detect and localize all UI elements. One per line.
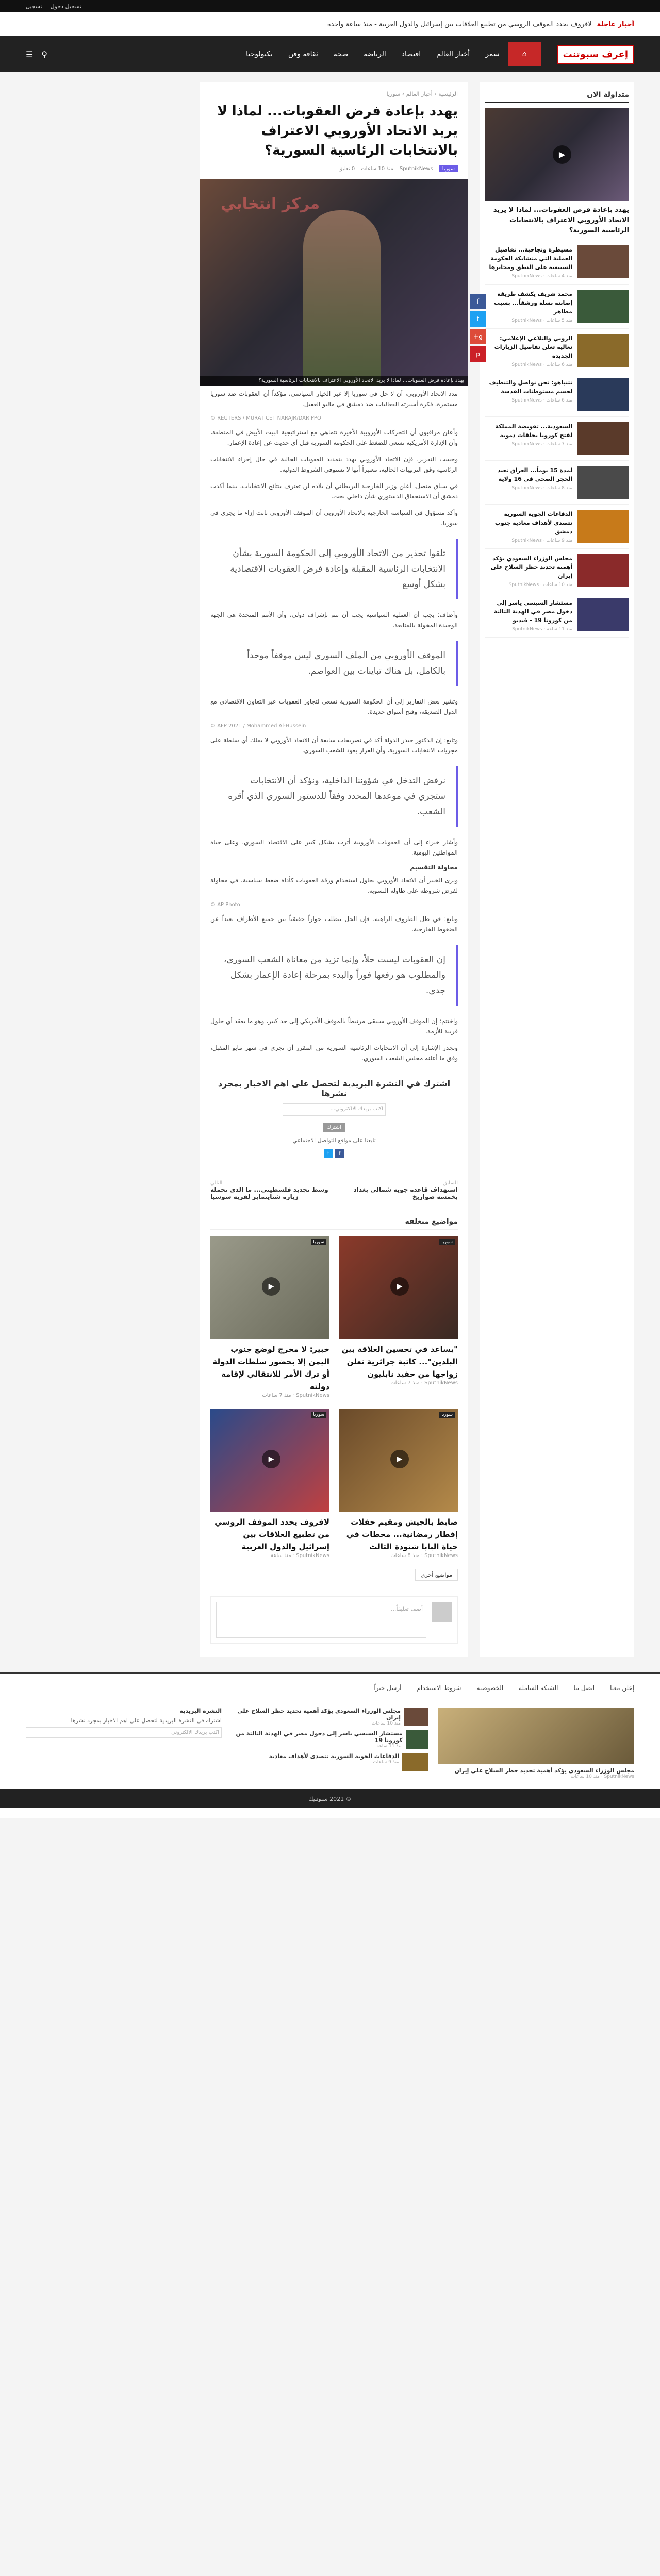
related-item[interactable] xyxy=(210,1409,329,1559)
sidebar-item-title: نتنياهو: نحن نواصل والتنظيف لحسم مستوطنات القدسة xyxy=(489,379,572,395)
play-icon: ▶ xyxy=(390,1277,409,1296)
related-meta: SputnikNews · منذ ساعة xyxy=(271,1553,329,1559)
facebook-icon[interactable]: f xyxy=(335,1149,344,1158)
footer-newsletter xyxy=(26,1708,222,1779)
sidebar-item-title: السعودية... تفويضة المملكة لفتح كورونا بحلقات دموية xyxy=(495,423,572,439)
prev-title: استهداف قاعدة جوية شمالي بغداد بخمسة صواريخ xyxy=(353,1186,458,1200)
sidebar-item-title: محمد شريف يكشف طريقة إصابته بسلة ورشقاً... بسبب مطاهر xyxy=(494,291,572,315)
twitter-icon[interactable]: t xyxy=(324,1149,333,1158)
pinterest-icon[interactable]: p xyxy=(470,346,486,362)
paragraph: وأعلن مراقبون أن التحركات الأوروبية الأخيرة تتماهى مع استراتيجية البيت الأبيض في المنطقة، وأن الإدارة الأمريكية تسعى للضغط على الحكومة السورية قبل أي حديث عن إعادة الإعمار. xyxy=(210,429,458,446)
related-item[interactable] xyxy=(339,1236,458,1398)
sidebar-featured-image[interactable] xyxy=(485,108,629,201)
related-image xyxy=(210,1409,329,1512)
paragraph: وتابع: في ظل الظروف الراهنة، فإن الحل يتطلب حواراً حقيقياً بين جميع الأطراف بعيداً عن الضغوط الخارجية. xyxy=(210,915,458,933)
newsletter-box xyxy=(210,1079,458,1158)
related-item[interactable] xyxy=(339,1409,458,1559)
play-icon: ▶ xyxy=(262,1277,280,1296)
sidebar-item-title: لمدة 15 يوماً... العراق تعيد الحجر الصحي في 16 ولاية xyxy=(497,467,572,482)
related-item[interactable] xyxy=(210,1236,329,1398)
paragraph: وحسب التقرير، فإن الاتحاد الأوروبي يهدد بتمديد العقوبات الحالية في حال إجراء الانتخابات الرئاسية وفق الترتيبات الحالية، معتبراً أنها لا تستوفي الشروط الدولية. xyxy=(210,456,458,473)
sidebar xyxy=(480,82,634,1657)
comment-count[interactable]: 0 تعليق xyxy=(338,166,355,172)
top-bar xyxy=(0,0,660,12)
footer-item-meta: منذ 9 ساعات xyxy=(373,1760,399,1765)
footer-featured-meta: SputnikNews · منذ 10 ساعات xyxy=(570,1774,634,1779)
paragraph: مدد الاتحاد الأوروبي، أن لا حل في سوريا إلا عبر الخيار السياسي، مؤكداً أن العقوبات ضد سوريا مستمرة. فكرة أسيرته الفعاليات ضد دمشق في ماليو العقيل. xyxy=(210,390,458,408)
sidebar-item-meta: منذ 9 ساعات · SputnikNews xyxy=(512,538,572,543)
sidebar-thumb xyxy=(578,554,629,587)
search-icon[interactable]: ⚲ xyxy=(41,49,48,59)
footer-featured[interactable] xyxy=(438,1708,634,1779)
sidebar-item-meta: منذ 6 ساعات · SputnikNews xyxy=(512,362,572,367)
footer-thumb xyxy=(404,1708,428,1726)
sidebar-item-meta: منذ 7 ساعات · SputnikNews xyxy=(512,442,572,447)
footer-item-meta: منذ 10 ساعات xyxy=(371,1721,401,1726)
sidebar-item[interactable] xyxy=(485,549,629,593)
footer-thumb xyxy=(402,1753,428,1771)
related-heading: مواضيع متعلقة xyxy=(210,1217,458,1230)
hero-sign-text: مركز انتخابي xyxy=(221,195,320,213)
image-credit: REUTERS / MURAT CET NARAJR/DARIPPO © xyxy=(210,415,321,421)
blockquote: الموقف الأوروبي من الملف السوري ليس موقفاً موحداً بالكامل، بل هناك تباينات بين العواصم. xyxy=(210,641,458,686)
breaking-label: أخبار عاجلة xyxy=(597,20,634,28)
footer-newsletter-title: النشرة البريدية xyxy=(179,1708,222,1714)
play-icon: ▶ xyxy=(262,1450,280,1468)
sidebar-thumb xyxy=(578,466,629,499)
twitter-icon[interactable]: t xyxy=(470,311,486,327)
footer-nav-item[interactable]: أرسل خبراً xyxy=(374,1684,402,1692)
footer-nav-item[interactable]: الخصوصية xyxy=(476,1684,504,1692)
next-label: التالي xyxy=(210,1180,223,1186)
paragraph: وأضاف: يجب أن العملية السياسية يجب أن تتم بإشراف دولي، وأن الأمم المتحدة هي الجهة الوحيدة المخولة بالمتابعة. xyxy=(210,611,458,629)
paragraph: واختتم: إن الموقف الأوروبي سيبقى مرتبطاً بالموقف الأمريكي إلى حد كبير، وهو ما يعقد أي حلول قريبة للأزمة. xyxy=(210,1017,458,1035)
footer-nav-item[interactable]: شروط الاستخدام xyxy=(417,1684,461,1692)
related-tag: سوريا xyxy=(311,1239,326,1245)
newsletter-email-input[interactable]: اكتب بريدك الالكتروني... xyxy=(283,1103,386,1116)
article xyxy=(200,82,483,1657)
paragraph: وتجدر الإشارة إلى أن الانتخابات الرئاسية السورية من المقرر أن تجرى في شهر مايو المقبل، وفق ما أعلنه مجلس الشعب السوري. xyxy=(210,1044,458,1062)
facebook-icon[interactable]: f xyxy=(470,294,486,309)
load-more-button[interactable]: مواضيع أخرى xyxy=(415,1569,458,1581)
login-link[interactable]: تسجيل دخول xyxy=(50,3,82,10)
footer-item-meta: منذ 11 ساعة xyxy=(376,1744,403,1749)
nav-item[interactable]: تكنولوجيا xyxy=(246,50,273,58)
footer-list xyxy=(232,1708,428,1779)
footer-featured-image xyxy=(438,1708,634,1764)
image-credit: AFP 2021 / Mohammed Al-Hussein © xyxy=(210,723,306,729)
related-meta: SputnikNews · منذ 7 ساعات xyxy=(390,1380,458,1386)
article-title: يهدد بإعادة فرض العقوبات... لماذا لا يريد الاتحاد الأوروبي الاعتراف بالانتخابات الرئاسية السورية؟ xyxy=(217,104,458,158)
sidebar-item[interactable] xyxy=(485,373,629,417)
prev-post-link[interactable] xyxy=(339,1180,458,1200)
sidebar-item-meta: منذ 10 ساعات · SputnikNews xyxy=(508,582,572,588)
footer-nav-item[interactable]: اتصل بنا xyxy=(573,1684,595,1692)
related-meta: SputnikNews · منذ 8 ساعات xyxy=(390,1553,458,1559)
register-link[interactable]: تسجيل xyxy=(26,3,42,10)
sidebar-thumb xyxy=(578,245,629,278)
nav-item-home[interactable] xyxy=(508,42,541,66)
footer-item-title: مجلس الوزراء السعودي يؤكد أهمية تحديد حظر السلاح على إيران xyxy=(237,1708,401,1721)
prev-label: السابق xyxy=(443,1180,458,1186)
sidebar-featured-title[interactable]: يهدد بإعادة فرض العقوبات... لماذا لا يريد الاتحاد الأوروبي الاعتراف بالانتخابات الرئاسية السورية؟ xyxy=(493,206,629,235)
paragraph: ويرى الخبير أن الاتحاد الأوروبي يحاول استخدام ورقة العقوبات كأداة ضغط سياسية، في محاولة لفرض شروطه على طاولة التسوية. xyxy=(210,877,458,894)
breaking-news-bar xyxy=(0,12,660,36)
play-icon: ▶ xyxy=(553,145,571,164)
related-meta: SputnikNews · منذ 7 ساعات xyxy=(262,1393,329,1398)
nav-item[interactable]: أخبار العالم xyxy=(436,50,470,58)
sidebar-list xyxy=(485,240,629,638)
footer-item-title: مستشار السيسي ياسر إلى دخول مصر في الهدنة الثالثة من كورونا 19 xyxy=(236,1730,403,1744)
footer-nav-item[interactable]: إعلن معنا xyxy=(610,1684,634,1692)
breaking-text[interactable]: لافروف يحدد الموقف الروسي من تطبيع العلاقات بين إسرائيل والدول العربية - منذ ساعة واحدة xyxy=(327,20,592,28)
footer-item[interactable] xyxy=(232,1753,428,1771)
sidebar-item[interactable] xyxy=(485,593,629,638)
footer-nav-item[interactable]: الشبكة الشاملة xyxy=(519,1684,558,1692)
sidebar-item[interactable] xyxy=(485,505,629,549)
breadcrumb[interactable]: الرئيسية › أخبار العالم › سوريا xyxy=(386,91,458,97)
blockquote: تلقوا تحذير من الاتحاد الأوروبي إلى الحكومة السورية بشأن الانتخابات الرئاسية المقبلة وإعادة فرض العقوبات الاقتصادية بشكل أوسع xyxy=(210,539,458,599)
sidebar-thumb xyxy=(578,378,629,411)
sidebar-item-meta: منذ 5 ساعات · SputnikNews xyxy=(512,318,572,323)
author[interactable]: SputnikNews xyxy=(399,166,433,172)
footer xyxy=(0,1672,660,1818)
related-title: خبير: لا مخرج لوضع جنوب اليمن إلا بحضور سلطات الدولة أو ترك الأمر للانتقالي لإقامة دولته xyxy=(212,1345,329,1391)
next-post-link[interactable] xyxy=(210,1180,329,1200)
newsletter-title: اشترك في النشرة البريدية لتحصل على اهم الاخبار بمجرد نشرها xyxy=(218,1079,451,1098)
related-image xyxy=(339,1236,458,1339)
follow-text: تابعنا على مواقع التواصل الاجتماعي xyxy=(292,1137,376,1144)
footer-email-input[interactable]: اكتب بريدك الالكتروني xyxy=(26,1727,222,1738)
nav-item[interactable]: ثقافة وفن xyxy=(288,50,318,58)
sidebar-item-meta: منذ 11 ساعة · SputnikNews xyxy=(512,627,572,632)
sidebar-thumb xyxy=(578,290,629,323)
footer-thumb xyxy=(406,1730,428,1749)
sidebar-item-title: مجلس الوزراء السعودي يؤكد أهمية تحديد حظر السلاح على إيران xyxy=(490,555,572,579)
sidebar-item-title: مسيطرة ونجاحية... تفاصيل العملية التي متشابكة الحكومة السبيعية على النطق ومخابرها xyxy=(489,246,572,271)
footer-item[interactable] xyxy=(232,1708,428,1726)
sidebar-thumb xyxy=(578,334,629,367)
subheading: محاولة التقسيم xyxy=(410,864,458,871)
paragraph: وأشار خبراء إلى أن العقوبات الأوروبية أثرت بشكل كبير على الاقتصاد السوري، وعلى حياة المواطنين اليومية. xyxy=(210,839,458,856)
related-tag: سوريا xyxy=(439,1239,455,1245)
copyright: © 2021 سبوتنيك xyxy=(0,1789,660,1808)
site-logo[interactable]: إعرف سبوتنت xyxy=(557,45,634,64)
sidebar-item-title: مستشار السيسي ياسر إلى دخول مصر في الهدنة الثالثة من كورونا 19 - فيديو xyxy=(493,599,572,624)
hero-caption: يهدد بإعادة فرض العقوبات... لماذا لا يريد الاتحاد الأوروبي الاعتراف بالانتخابات الرئاسية السورية؟ xyxy=(200,376,468,386)
blockquote: إن العقوبات ليست حلاً، وإنما تزيد من معاناة الشعب السوري، والمطلوب هو رفعها فوراً والبدء بمرحلة إعادة الإعمار بشكل جدي. xyxy=(210,945,458,1006)
nav-item[interactable]: اقتصاد xyxy=(401,50,421,58)
date: منذ 10 ساعات xyxy=(361,166,393,172)
related-tag: سوريا xyxy=(311,1412,326,1418)
sidebar-item[interactable] xyxy=(485,417,629,461)
blockquote: نرفض التدخل في شؤوننا الداخلية، ونؤكد أن الانتخابات ستجري في موعدها المحدد وفقاً للدستور السوري الذي أقره الشعب. xyxy=(210,766,458,827)
related-grid xyxy=(210,1236,458,1559)
sidebar-item-meta: منذ 6 ساعات · SputnikNews xyxy=(512,398,572,403)
related-title: "يساعد في تحسين العلاقة بين البلدين"... كاتبة جزائرية تعلن زواجها من حفيد نابليون xyxy=(341,1345,458,1379)
footer-item[interactable] xyxy=(232,1730,428,1749)
prev-next-nav xyxy=(210,1174,458,1207)
sidebar-item-meta: منذ 8 ساعات · SputnikNews xyxy=(512,486,572,491)
comment-input[interactable]: أضف تعليقاً... xyxy=(216,1602,426,1638)
sidebar-item-title: الدفاعات الجوية السورية تتصدى لأهداف معادية جنوب دمشق xyxy=(494,511,572,535)
related-image xyxy=(339,1409,458,1512)
nav-item[interactable]: صحة xyxy=(333,50,349,58)
newsletter-submit-button[interactable]: اشترك xyxy=(323,1123,345,1132)
sidebar-thumb xyxy=(578,510,629,543)
sidebar-item[interactable] xyxy=(485,240,629,285)
related-title: لافروف يحدد الموقف الروسي من تطبيع العلاقات بين إسرائيل والدول العربية xyxy=(214,1517,329,1551)
nav-item[interactable]: الرياضة xyxy=(364,50,386,58)
hero-image xyxy=(200,179,468,386)
sidebar-thumb xyxy=(578,422,629,455)
hero-figure xyxy=(303,210,381,386)
nav-icons xyxy=(26,49,47,59)
comment-box xyxy=(210,1596,458,1644)
paragraph: وتابع: إن الدكتور حيدر الدولة أكد في تصريحات سابقة أن الاتحاد الأوروبي لا يملك أي سلطة على مجريات الانتخابات السورية، وأن القرار يعود للشعب السوري. xyxy=(210,737,458,754)
nav-menu xyxy=(47,42,541,66)
related-tag: سوريا xyxy=(439,1412,455,1418)
avatar xyxy=(432,1602,452,1622)
sidebar-item-title: الروبي والتلاعي الإعلامي: تعاليه تعلن تفاصيل الزيارات الجديدة xyxy=(494,335,572,359)
image-credit: AP Photo © xyxy=(210,902,240,908)
footer-columns xyxy=(26,1708,634,1779)
paragraph: وأكد مسؤول في السياسة الخارجية بالاتحاد الأوروبي أن الموقف الأوروبي ثابت إزاء ما يجري في سوريا. xyxy=(210,509,458,527)
google-plus-icon[interactable]: g+ xyxy=(470,329,486,344)
sidebar-item[interactable] xyxy=(485,461,629,505)
footer-item-title: الدفاعات الجوية السورية تتصدى لأهداف معادية xyxy=(269,1753,399,1760)
next-title: وسط تجديد فلسطيني... ما الذي تحمله زيارة شتاينماير لقرية سوسيا xyxy=(210,1186,328,1200)
sidebar-item[interactable] xyxy=(485,285,629,329)
menu-icon[interactable]: ☰ xyxy=(26,49,34,59)
related-image xyxy=(210,1236,329,1339)
home-icon: ⌂ xyxy=(522,50,527,58)
nav-item[interactable]: سمر xyxy=(485,50,500,58)
related-title: ضابط بالجيش ومقيم حفلات إفطار رمضانية... محطات في حياة البابا شنودة الثالث xyxy=(346,1517,458,1551)
main-nav xyxy=(0,36,660,72)
share-bar xyxy=(470,294,486,362)
category-tag[interactable]: سوريا xyxy=(439,165,458,172)
footer-newsletter-text: اشترك في النشرة البريدية لتحصل على اهم الاخبار بمجرد نشرها xyxy=(71,1717,222,1724)
sidebar-item[interactable] xyxy=(485,329,629,373)
paragraph: وتشير بعض التقارير إلى أن الحكومة السورية تسعى لتجاوز العقوبات عبر التعاون الاقتصادي مع الدول الصديقة، وفتح أسواق جديدة. xyxy=(210,698,458,715)
sidebar-heading: متداولة الان xyxy=(485,88,629,103)
footer-featured-title: مجلس الوزراء السعودي يؤكد أهمية تحديد حظر السلاح على إيران xyxy=(454,1767,634,1774)
footer-nav xyxy=(26,1684,634,1699)
play-icon: ▶ xyxy=(390,1450,409,1468)
paragraph: في سياق متصل، أعلن وزير الخارجية البريطاني أن بلاده لن تعترف بنتائج الانتخابات، بينما أكدت دمشق أن الاستحقاق الدستوري شأن داخلي بحت. xyxy=(210,482,458,500)
article-meta xyxy=(210,165,458,172)
sidebar-item-meta: منذ 4 ساعات · SputnikNews xyxy=(512,274,572,279)
sidebar-thumb xyxy=(578,598,629,631)
